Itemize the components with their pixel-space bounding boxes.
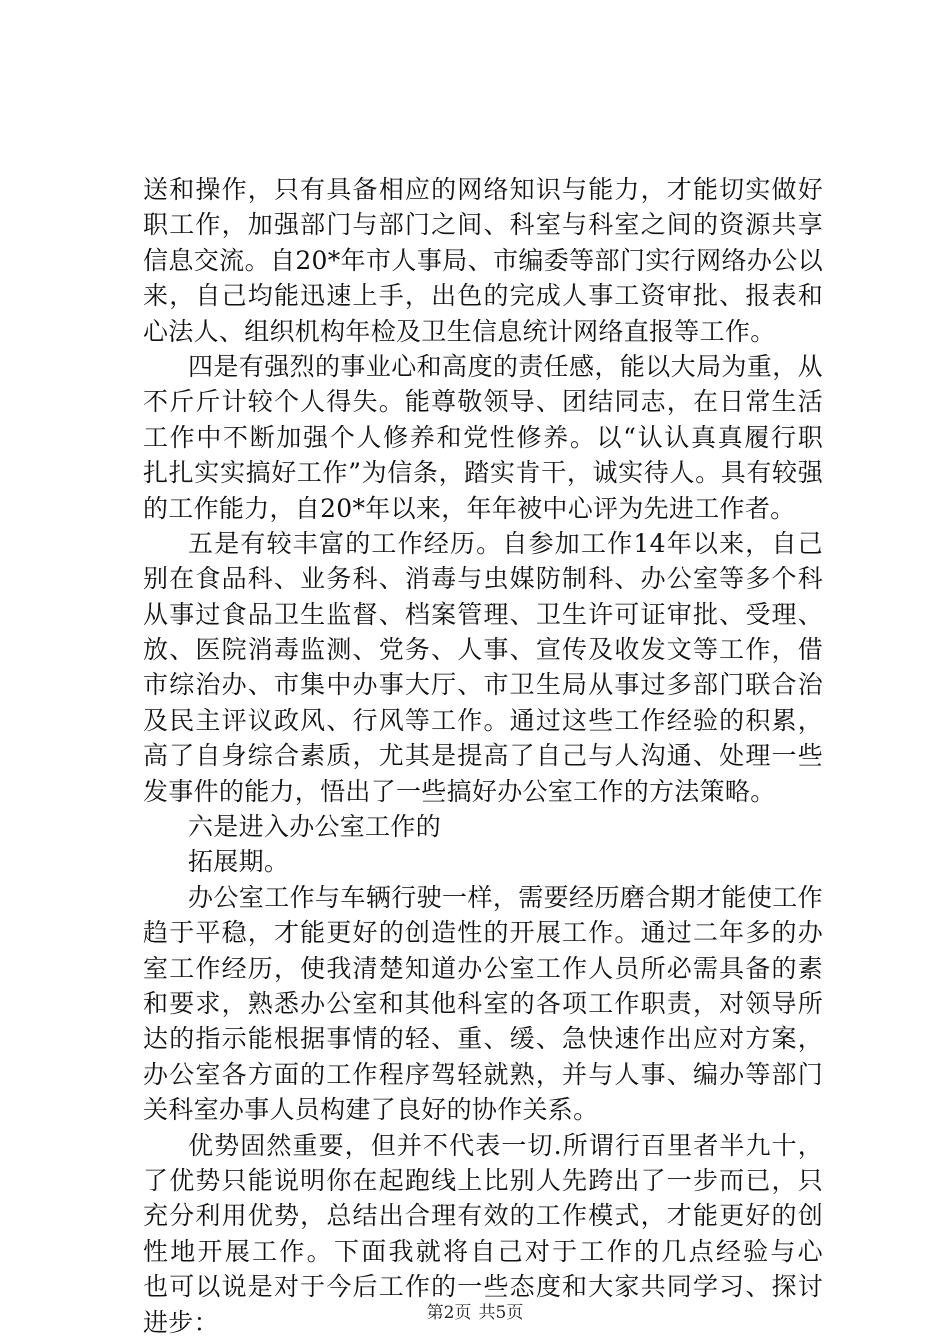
text-line: 来，自己均能迅速上手，出色的完成人事工资审批、报表和 — [143, 281, 823, 311]
text-line: 进步： — [143, 1307, 219, 1337]
text-line: 及民主评议政风、行风等工作。通过这些工作经验的积累， — [143, 705, 823, 735]
text-line: 室工作经历，使我清楚知道办公室工作人员所必需具备的素 — [143, 953, 823, 983]
text-line: 的工作能力，自20*年以来，年年被中心评为先进工作者。 — [143, 493, 796, 523]
text-line: 从事过食品卫生监督、档案管理、卫生许可证审批、受理、 — [143, 599, 823, 629]
text-line: 别在食品科、业务科、消毒与虫媒防制科、办公室等多个科 — [143, 564, 823, 594]
text-line: 和要求，熟悉办公室和其他科室的各项工作职责，对领导所 — [143, 988, 823, 1018]
page-number: 第2页 — [426, 1303, 472, 1323]
page-footer — [0, 1303, 950, 1323]
text-line: 了优势只能说明你在起跑线上比别人先跨出了一步而已，只 — [143, 1165, 823, 1195]
text-line: 达的指示能根据事情的轻、重、缓、急快速作出应对方案， — [143, 1024, 823, 1054]
text-line: 六是进入办公室工作的 — [188, 812, 442, 842]
text-line: 发事件的能力，悟出了一些搞好办公室工作的方法策略。 — [143, 776, 776, 806]
text-line: 不斤斤计较个人得失。能尊敬领导、团结同志，在日常生活 — [143, 387, 823, 417]
text-line: 性地开展工作。下面我就将自己对于工作的几点经验与心 — [143, 1236, 823, 1266]
text-line: 办公室工作与车辆行驶一样，需要经历磨合期才能使工作 — [188, 882, 823, 912]
text-line: 也可以说是对于今后工作的一些态度和大家共同学习、探讨 — [143, 1272, 823, 1302]
text-line: 职工作，加强部门与部门之间、科室与科室之间的资源共享 — [143, 210, 823, 240]
text-line: 扎扎实实搞好工作”为信条，踏实肯干，诚实待人。具有较强 — [143, 458, 823, 488]
text-line: 趋于平稳，才能更好的创造性的开展工作。通过二年多的办 — [143, 918, 823, 948]
text-line: 工作中不断加强个人修养和党性修养。以“认认真真履行职 — [143, 422, 823, 452]
text-line: 充分利用优势，总结出合理有效的工作模式，才能更好的创 — [143, 1201, 823, 1231]
text-line: 信息交流。自20*年市人事局、市编委等部门实行网络办公以 — [143, 245, 823, 275]
text-line: 优势固然重要，但并不代表一切.所谓行百里者半九十， — [188, 1130, 823, 1160]
text-line: 四是有强烈的事业心和高度的责任感，能以大局为重，从 — [188, 351, 823, 381]
text-line: 五是有较丰富的工作经历。自参加工作14年以来，自己 — [188, 528, 823, 558]
text-line: 心法人、组织机构年检及卫生信息统计网络直报等工作。 — [143, 316, 776, 346]
text-line: 拓展期。 — [188, 847, 290, 877]
text-line: 市综治办、市集中办事大厅、市卫生局从事过多部门联合治 — [143, 670, 823, 700]
text-line: 送和操作，只有具备相应的网络知识与能力，才能切实做好 — [143, 175, 823, 204]
document-body — [143, 172, 823, 1340]
text-line: 办公室各方面的工作程序驾轻就熟，并与人事、编办等部门 — [143, 1059, 823, 1089]
text-line: 放、医院消毒监测、党务、人事、宣传及收发文等工作，借 — [143, 635, 823, 665]
text-line: 关科室办事人员构建了良好的协作关系。 — [143, 1095, 599, 1125]
page-total: 共5页 — [478, 1303, 524, 1323]
text-line: 高了自身综合素质，尤其是提高了自己与人沟通、处理一些 — [143, 741, 823, 771]
